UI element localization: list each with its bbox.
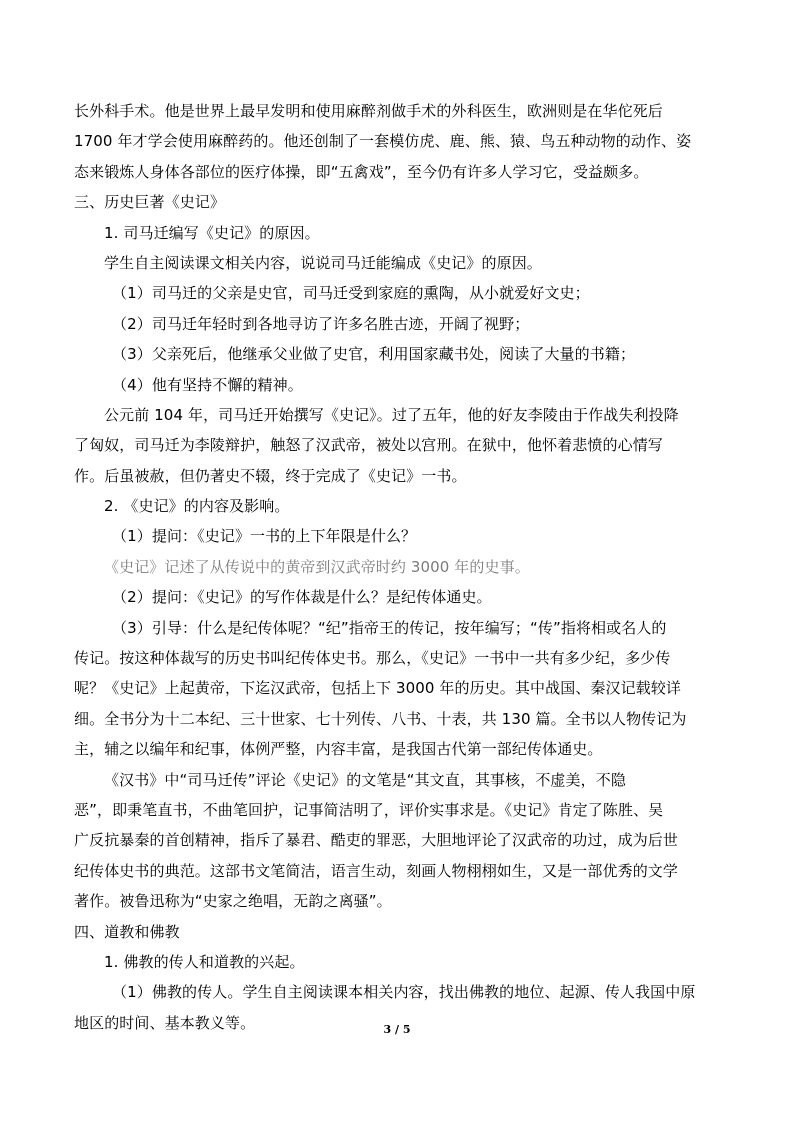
paragraph-line: （1）佛教的传人。学生自主阅读课本相关内容，找出佛教的地位、起源、传人我国中原	[112, 983, 696, 1002]
section-heading: 三、历史巨著《史记》	[74, 193, 226, 212]
document-body	[74, 96, 734, 1038]
subsection-heading: 2. 《史记》的内容及影响。	[104, 497, 290, 516]
list-item: （3）父亲死后，他继承父业做了史官，利用国家藏书处，阅读了大量的书籍；	[112, 345, 636, 364]
answer-line: 《史记》记述了从传说中的黄帝到汉武帝时约 3000 年的史事。	[104, 557, 530, 576]
paragraph-line: 恶”，即秉笔直书，不曲笔回护，记事简洁明了，评价实事求是。《史记》肯定了陈胜、吴	[74, 800, 664, 819]
list-item: （4）他有坚持不懈的精神。	[112, 375, 303, 394]
page-number: 3 / 5	[383, 1023, 411, 1036]
question-line: （2）提问：《史记》的写作体裁是什么？是纪传体通史。	[112, 588, 492, 607]
paragraph-line: 呢？《史记》上起黄帝，下迄汉武帝，包括上下 3000 年的历史。其中战国、秦汉记载较详	[74, 679, 682, 698]
subsection-heading: 1. 佛教的传人和道教的兴起。	[104, 952, 305, 971]
paragraph-line: 了匈奴，司马迁为李陵辩护，触怒了汉武帝，被处以宫刑。在狱中，他怀着悲愤的心情写	[74, 436, 663, 455]
paragraph-line: 纪传体史书的典范。这部书文笔简洁，语言生动，刻画人物栩栩如生，又是一部优秀的文学	[74, 861, 679, 880]
paragraph-line: 《汉书》中“司马迁传”评论《史记》的文笔是“其文直，其事核，不虚美，不隐	[104, 770, 626, 789]
paragraph-line: 细。全书分为十二本纪、三十世家、七十列传、八书、十表，共 130 篇。全书以人物传记为	[74, 709, 687, 728]
paragraph-line: 广反抗暴秦的首创精神，指斥了暴君、酷吏的罪恶，大胆地评论了汉武帝的功过，成为后世	[74, 831, 679, 850]
paragraph-line: 长外科手术。他是世界上最早发明和使用麻醉剂做手术的外科医生，欧洲则是在华佗死后	[74, 102, 663, 120]
paragraph-line: 态来锻炼人身体各部位的医疗体操，即“五禽戏”，至今仍有许多人学习它，受益颇多。	[74, 162, 649, 181]
paragraph-line: 1700 年才学会使用麻醉药的。他还创制了一套模仿虎、鹿、熊、猿、鸟五种动物的动作、姿	[74, 132, 692, 151]
paragraph-line: （3）引导：什么是纪传体呢？“纪”指帝王的传记，按年编写；“传”指将相或名人的	[112, 618, 667, 637]
section-heading: 四、道教和佛教	[74, 922, 180, 941]
list-item: （1）司马迁的父亲是史官，司马迁受到家庭的熏陶，从小就爱好文史；	[112, 284, 590, 303]
paragraph-line: 公元前 104 年，司马迁开始撰写《史记》。过了五年，他的好友李陵由于作战失利投降	[104, 405, 679, 424]
paragraph-line: 学生自主阅读课文相关内容，说说司马迁能编成《史记》的原因。	[104, 253, 542, 272]
paragraph-line: 著作。被鲁迅称为“史家之绝唱，无韵之离骚”。	[74, 892, 392, 911]
list-item: （2）司马迁年轻时到各地寻访了许多名胜古迹，开阔了视野；	[112, 314, 530, 333]
paragraph-line: 作。后虽被赦，但仍著史不辍，终于完成了《史记》一书。	[74, 466, 467, 485]
subsection-heading: 1. 司马迁编写《史记》的原因。	[104, 223, 320, 242]
question-line: （1）提问：《史记》一书的上下年限是什么？	[112, 527, 417, 546]
paragraph-line: 主，辅之以编年和纪事，体例严整，内容丰富，是我国古代第一部纪传体通史。	[74, 740, 603, 759]
paragraph-line: 地区的时间、基本教义等。	[74, 1013, 256, 1032]
paragraph-line: 传记。按这种体裁写的历史书叫纪传体史书。那么，《史记》一书中一共有多少纪，多少传	[74, 649, 671, 668]
